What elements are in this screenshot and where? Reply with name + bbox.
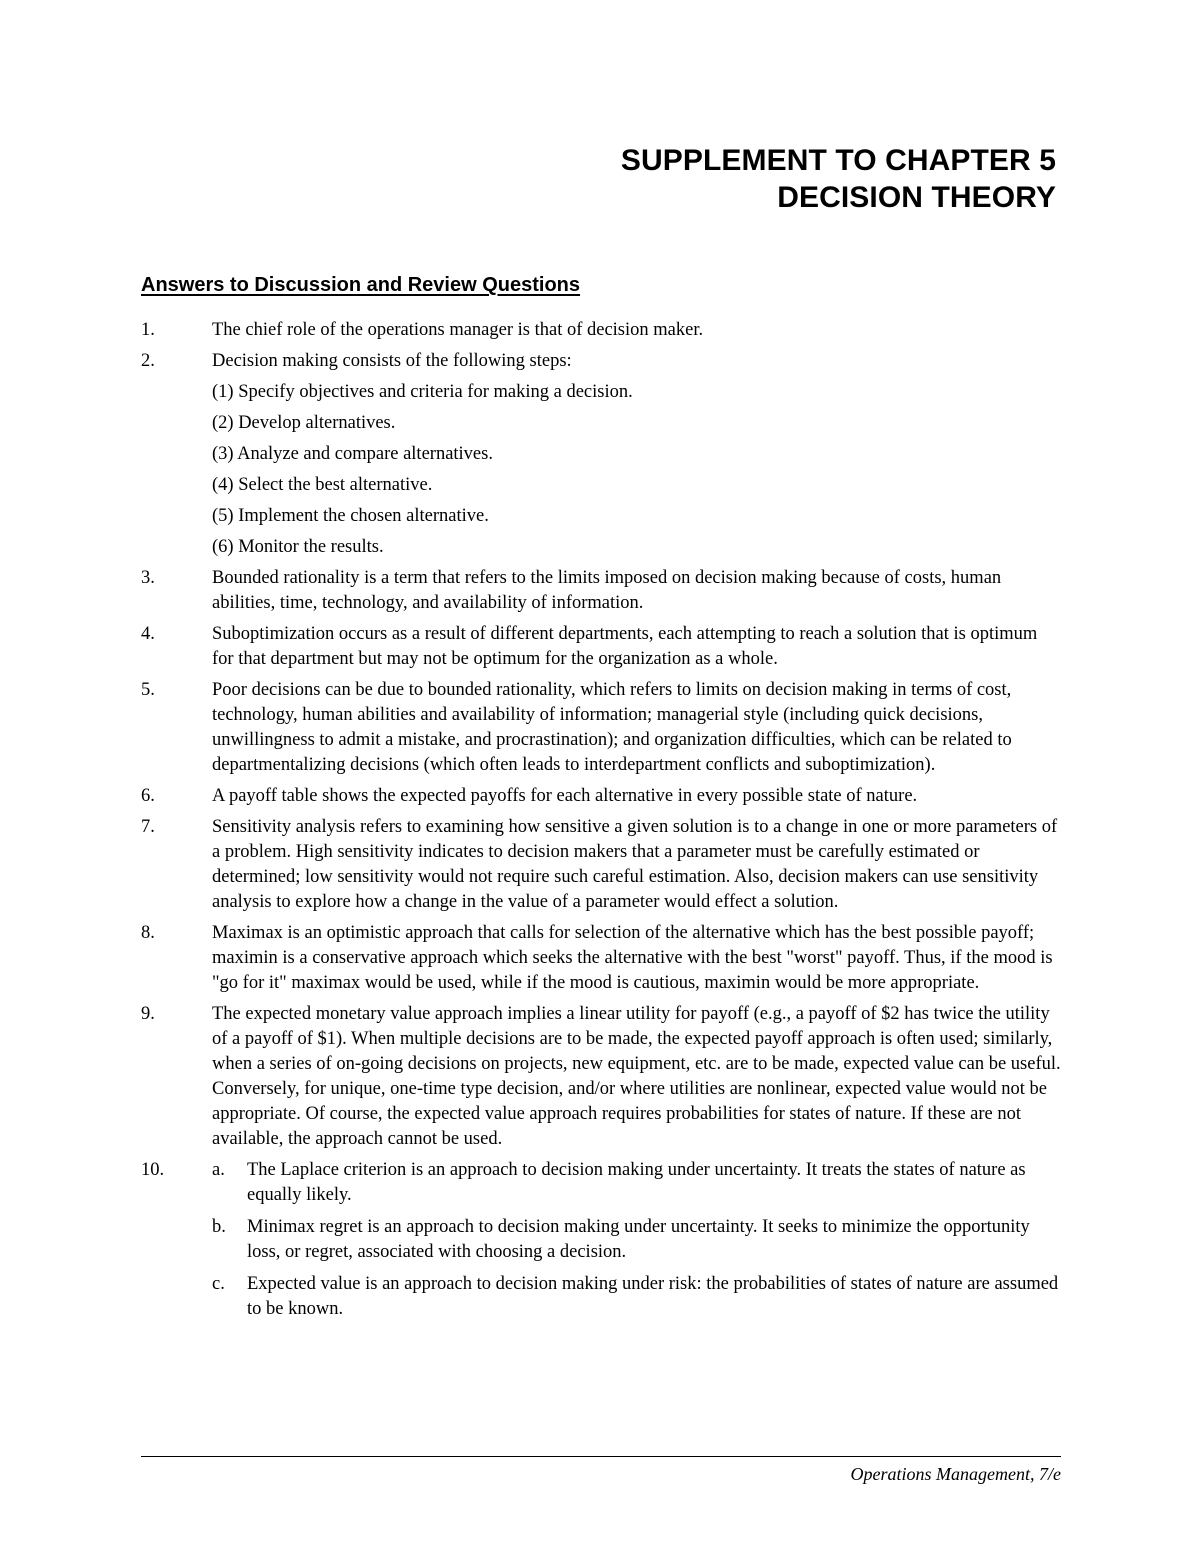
decision-step: (5) Implement the chosen alternative. — [212, 506, 489, 526]
answer-text: Sensitivity analysis refers to examining how sensitive a given solution is to a change in one or more parameters of a problem. High sensitivity indicates to decision makers that a parameter must be carefully estimated or determined; low sensitivity would not require such careful estimation. Also, decision makers can use sensitivity analysis to explore how a change in the value of a parameter would effect a solution. — [212, 817, 1058, 912]
part-letter: b. — [212, 1217, 226, 1237]
decision-step: (2) Develop alternatives. — [212, 413, 396, 433]
answer-number: 4. — [141, 624, 155, 644]
answer-text: Decision making consists of the following steps: — [212, 351, 572, 371]
answers-list — [141, 318, 1061, 1329]
answer-text: Bounded rationality is a term that refers to the limits imposed on decision making because of costs, human abilities, time, technology, and availability of information. — [212, 568, 1002, 613]
answer-text: Maximax is an optimistic approach that calls for selection of the alternative which has the best possible payoff; maximin is a conservative approach which seeks the alternative with the best "worst" payoff. Thus, if the mood is "go for it" maximax would be used, while if the mood is cautious, maximin would be more appropriate. — [212, 923, 1053, 993]
answer-item-4 — [141, 622, 1061, 672]
part-text: Expected value is an approach to decision making under risk: the probabilities of states of nature are assumed to be known. — [247, 1274, 1059, 1319]
answer-number: 2. — [141, 351, 155, 371]
answer-number: 1. — [141, 320, 155, 340]
decision-step: (3) Analyze and compare alternatives. — [212, 444, 493, 464]
answer-text: Poor decisions can be due to bounded rationality, which refers to limits on decision making in terms of cost, technology, human abilities and availability of information; managerial style (including quick decisions, unwillingness to admit a mistake, and procrastination); and organization difficulties, which can be related to departmentalizing decisions (which often leads to interdepartment conflicts and suboptimization). — [212, 680, 1012, 775]
answer-number: 10. — [141, 1160, 165, 1180]
answer-item-6 — [141, 784, 1061, 809]
footer-text: Operations Management, 7/e — [850, 1464, 1061, 1484]
decision-step: (6) Monitor the results. — [212, 537, 384, 557]
answer-text: Suboptimization occurs as a result of different departments, each attempting to reach a solution that is optimum for that department but may not be optimum for the organization as a whole. — [212, 624, 1038, 669]
answer-number: 5. — [141, 680, 155, 700]
answer-part-c — [212, 1272, 1061, 1322]
answer-text: The chief role of the operations manager is that of decision maker. — [212, 320, 704, 340]
answer-text: The expected monetary value approach implies a linear utility for payoff (e.g., a payoff of $2 has twice the utility of a payoff of $1). When multiple decisions are to be made, the expected payoff approach is often used; similarly, when a series of on-going decisions on projects, new equipment, etc. are to be made, expected value can be useful. Conversely, for unique, one-time type decision, and/or where utilities are nonlinear, expected value would not be appropriate. Of course, the expected value approach requires probabilities for states of nature. If these are not available, the approach cannot be used. — [212, 1004, 1061, 1149]
answer-item-9 — [141, 1002, 1061, 1152]
answer-part-a — [212, 1158, 1061, 1208]
decision-steps-list — [212, 380, 1061, 560]
answer-text: A payoff table shows the expected payoffs for each alternative in every possible state of nature. — [212, 786, 918, 806]
part-letter: c. — [212, 1274, 225, 1294]
part-text: The Laplace criterion is an approach to decision making under uncertainty. It treats the states of nature as equally likely. — [247, 1160, 1026, 1205]
answer-part-b — [212, 1215, 1061, 1265]
answer-item-10 — [141, 1158, 1061, 1322]
section-heading: Answers to Discussion and Review Questions — [141, 274, 581, 296]
answer-item-8 — [141, 921, 1061, 996]
answer-number: 6. — [141, 786, 155, 806]
answer-number: 3. — [141, 568, 155, 588]
chapter-title-line-2: DECISION THEORY — [777, 181, 1056, 214]
answer-item-3 — [141, 566, 1061, 616]
decision-step: (4) Select the best alternative. — [212, 475, 433, 495]
chapter-title — [621, 142, 1056, 216]
answer-item-2 — [141, 349, 1061, 560]
answer-item-1 — [141, 318, 1061, 343]
chapter-title-line-1: SUPPLEMENT TO CHAPTER 5 — [620, 144, 1056, 177]
part-text: Minimax regret is an approach to decision making under uncertainty. It seeks to minimize the opportunity loss, or regret, associated with choosing a decision. — [247, 1217, 1030, 1262]
answer-item-5 — [141, 678, 1061, 778]
decision-step: (1) Specify objectives and criteria for making a decision. — [212, 382, 633, 402]
part-letter: a. — [212, 1160, 225, 1180]
footer-divider — [141, 1456, 1061, 1457]
answer-number: 9. — [141, 1004, 155, 1024]
answer-number: 7. — [141, 817, 155, 837]
answer-number: 8. — [141, 923, 155, 943]
answer-item-7 — [141, 815, 1061, 915]
